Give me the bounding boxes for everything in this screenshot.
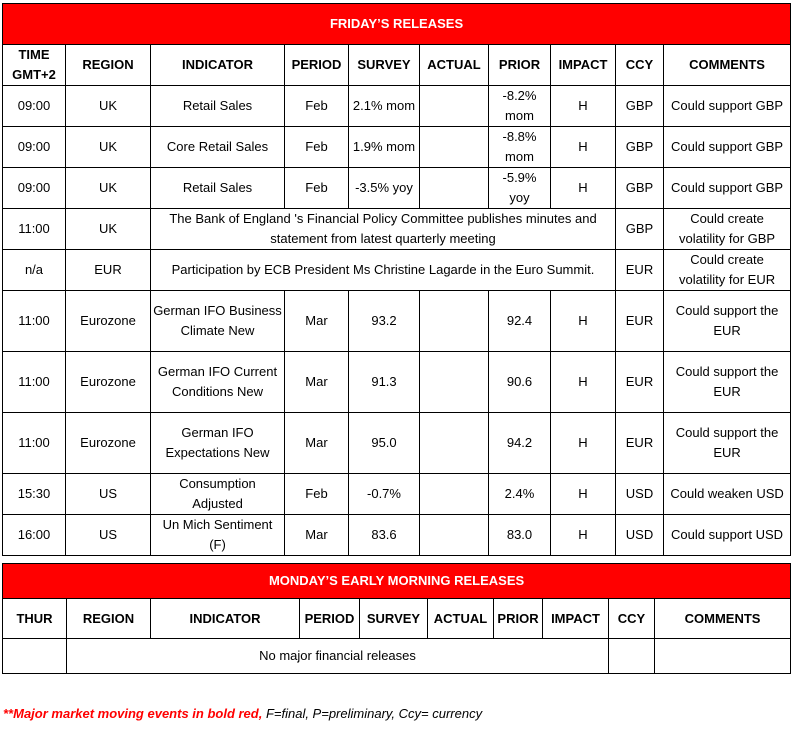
cell-ccy: USD [616,515,664,556]
cell-ccy: GBP [616,209,664,250]
cell-time: 16:00 [3,515,66,556]
header-ccy: CCY [609,599,655,639]
friday-releases-table [2,3,791,556]
cell-comments: Could support USD [664,515,791,556]
cell-event-text: Participation by ECB President Ms Christine Lagarde in the Euro Summit. [151,250,616,291]
cell-prior: 2.4% [489,474,551,515]
cell-region: UK [66,86,151,127]
cell-comments: Could support the EUR [664,291,791,352]
cell-region: Eurozone [66,413,151,474]
cell-actual [420,515,489,556]
cell-prior: 92.4 [489,291,551,352]
header-ccy: CCY [616,45,664,86]
cell-ccy: EUR [616,352,664,413]
cell-empty [655,639,791,674]
cell-impact: H [551,127,616,168]
cell-time: 09:00 [3,127,66,168]
header-survey: SURVEY [360,599,428,639]
cell-time: 11:00 [3,209,66,250]
cell-actual [420,413,489,474]
cell-ccy: USD [616,474,664,515]
cell-comments: Could weaken USD [664,474,791,515]
header-period: PERIOD [300,599,360,639]
cell-region: UK [66,209,151,250]
header-thur: THUR [3,599,67,639]
cell-ccy: EUR [616,250,664,291]
cell-survey: 95.0 [349,413,420,474]
monday-releases-table [2,563,791,674]
cell-impact: H [551,86,616,127]
footnote-highlight: **Major market moving events in bold red, [3,706,263,721]
cell-period: Mar [285,352,349,413]
friday-title: FRIDAY’S RELEASES [3,4,791,45]
cell-region: EUR [66,250,151,291]
cell-prior: -8.2% mom [489,86,551,127]
cell-period: Feb [285,168,349,209]
header-impact: IMPACT [551,45,616,86]
cell-actual [420,127,489,168]
cell-period: Feb [285,86,349,127]
header-comments: COMMENTS [655,599,791,639]
cell-region: US [66,474,151,515]
cell-period: Feb [285,127,349,168]
cell-region: US [66,515,151,556]
cell-ccy: GBP [616,127,664,168]
cell-indicator: German IFO Current Conditions New [151,352,285,413]
cell-period: Mar [285,413,349,474]
table-row [3,352,791,413]
cell-impact: H [551,352,616,413]
cell-actual [420,352,489,413]
table-row [3,209,791,250]
header-period: PERIOD [285,45,349,86]
cell-impact: H [551,474,616,515]
header-impact: IMPACT [543,599,609,639]
cell-comments: Could support the EUR [664,352,791,413]
cell-comments: Could support GBP [664,127,791,168]
cell-indicator: German IFO Expectations New [151,413,285,474]
footnote-legend: F=final, P=preliminary, Ccy= currency [262,706,483,721]
header-comments: COMMENTS [664,45,791,86]
header-prior: PRIOR [494,599,543,639]
cell-comments: Could support the EUR [664,413,791,474]
cell-actual [420,86,489,127]
header-survey: SURVEY [349,45,420,86]
cell-period: Mar [285,515,349,556]
cell-survey: 91.3 [349,352,420,413]
cell-region: UK [66,127,151,168]
header-time: TIME GMT+2 [3,45,66,86]
cell-empty [3,639,67,674]
cell-event-text: The Bank of England 's Financial Policy Committee publishes minutes and statement from latest quarterly meeting [151,209,616,250]
cell-region: Eurozone [66,352,151,413]
cell-time: 11:00 [3,413,66,474]
cell-survey: 93.2 [349,291,420,352]
cell-comments: Could support GBP [664,86,791,127]
header-indicator: INDICATOR [151,45,285,86]
table-row [3,250,791,291]
cell-actual [420,474,489,515]
cell-comments: Could support GBP [664,168,791,209]
header-actual: ACTUAL [428,599,494,639]
cell-prior: 90.6 [489,352,551,413]
cell-prior: 83.0 [489,515,551,556]
header-region: REGION [67,599,151,639]
cell-ccy: GBP [616,86,664,127]
footnote [3,706,482,721]
cell-indicator: Core Retail Sales [151,127,285,168]
cell-time: 11:00 [3,291,66,352]
cell-ccy: EUR [616,413,664,474]
cell-survey: -3.5% yoy [349,168,420,209]
cell-impact: H [551,515,616,556]
table-row [3,515,791,556]
cell-indicator: Un Mich Sentiment (F) [151,515,285,556]
header-region: REGION [66,45,151,86]
cell-ccy: EUR [616,291,664,352]
cell-indicator: German IFO Business Climate New [151,291,285,352]
cell-time: 09:00 [3,86,66,127]
no-releases-text: No major financial releases [67,639,609,674]
monday-header-row [3,599,791,639]
monday-title: MONDAY’S EARLY MORNING RELEASES [3,564,791,599]
table-row [3,291,791,352]
cell-time: 15:30 [3,474,66,515]
cell-ccy: GBP [616,168,664,209]
cell-impact: H [551,413,616,474]
header-prior: PRIOR [489,45,551,86]
cell-comments: Could create volatility for EUR [664,250,791,291]
cell-indicator: Retail Sales [151,168,285,209]
cell-survey: 1.9% mom [349,127,420,168]
cell-indicator: Consumption Adjusted [151,474,285,515]
table-row [3,168,791,209]
cell-period: Mar [285,291,349,352]
cell-prior: -8.8% mom [489,127,551,168]
cell-actual [420,291,489,352]
header-actual: ACTUAL [420,45,489,86]
header-indicator: INDICATOR [151,599,300,639]
cell-comments: Could create volatility for GBP [664,209,791,250]
cell-period: Feb [285,474,349,515]
cell-region: UK [66,168,151,209]
friday-header-row [3,45,791,86]
cell-time: 11:00 [3,352,66,413]
table-row [3,127,791,168]
cell-actual [420,168,489,209]
cell-survey: -0.7% [349,474,420,515]
cell-impact: H [551,168,616,209]
cell-time: n/a [3,250,66,291]
table-row [3,474,791,515]
cell-prior: -5.9% yoy [489,168,551,209]
cell-prior: 94.2 [489,413,551,474]
table-row [3,639,791,674]
cell-impact: H [551,291,616,352]
cell-indicator: Retail Sales [151,86,285,127]
cell-empty [609,639,655,674]
cell-region: Eurozone [66,291,151,352]
cell-time: 09:00 [3,168,66,209]
table-row [3,86,791,127]
cell-survey: 83.6 [349,515,420,556]
cell-survey: 2.1% mom [349,86,420,127]
table-row [3,413,791,474]
